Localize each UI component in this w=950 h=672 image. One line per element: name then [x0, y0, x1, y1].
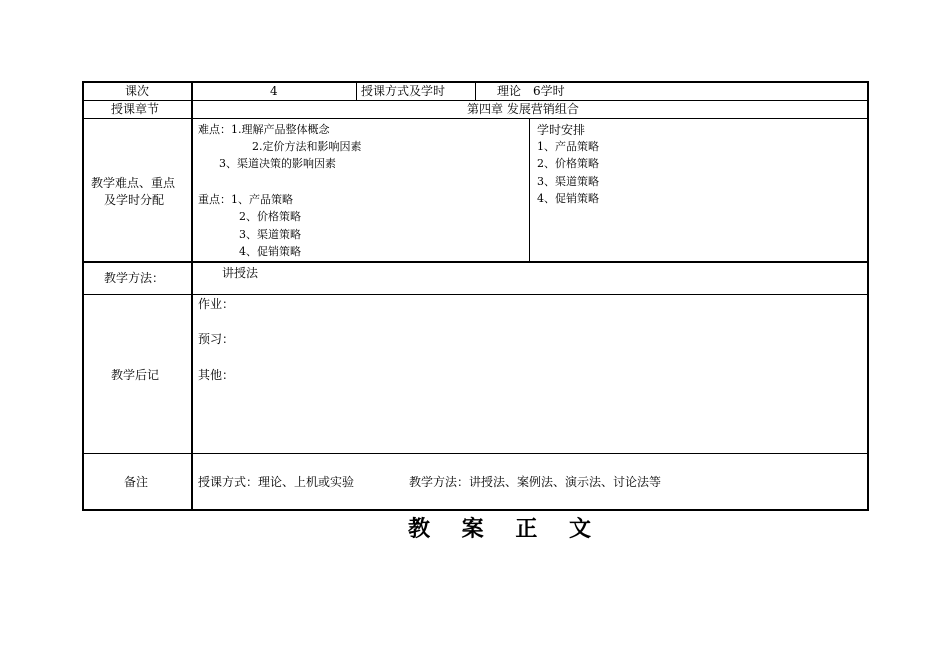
- key-point-line: 4、促销策略: [239, 245, 301, 258]
- preview-label: 预习：: [198, 332, 235, 346]
- table-left-border: [82, 81, 84, 510]
- document-title: 教 案 正 文: [408, 516, 603, 542]
- header-divider: [356, 81, 357, 100]
- table-bottom-border: [82, 509, 869, 511]
- header-divider: [475, 81, 476, 100]
- hours-title: 学时安排: [537, 123, 586, 137]
- difficult-point-line: 难点：1.理解产品整体概念: [198, 123, 330, 136]
- lesson-value: 4: [270, 84, 278, 98]
- table-right-border: [867, 81, 869, 510]
- hours-item: 1、产品策略: [537, 140, 599, 153]
- lesson-label: 课次: [125, 84, 150, 98]
- difficulty-label-line2: 及学时分配: [104, 193, 165, 207]
- key-point-line: 3、渠道策略: [239, 228, 301, 241]
- difficult-point-line: 3、渠道决策的影响因素: [219, 157, 336, 170]
- hours-item: 2、价格策略: [537, 157, 599, 170]
- remarks-label: 备注: [124, 475, 149, 489]
- hours-column-divider: [529, 118, 530, 261]
- remarks-teaching-mode: 授课方式：理论、上机或实验: [198, 475, 355, 489]
- key-point-line: 重点：1、产品策略: [198, 193, 293, 206]
- hours-item: 4、促销策略: [537, 192, 599, 205]
- difficulty-label-line1: 教学难点、重点: [91, 176, 176, 190]
- row-divider: [82, 118, 869, 119]
- hours-item: 3、渠道策略: [537, 175, 599, 188]
- homework-label: 作业：: [198, 297, 235, 311]
- teaching-method-value: 讲授法: [222, 266, 259, 280]
- teaching-method-label: 教学方法：: [104, 271, 165, 285]
- method-hours-value: 理论 6学时: [497, 84, 565, 98]
- postscript-label: 教学后记: [111, 368, 160, 382]
- chapter-label: 授课章节: [111, 102, 160, 116]
- row-divider: [82, 294, 869, 295]
- difficult-point-line: 2.定价方法和影响因素: [252, 140, 362, 153]
- remarks-teaching-method: 教学方法：讲授法、案例法、演示法、讨论法等: [409, 475, 662, 489]
- label-column-divider: [191, 81, 193, 510]
- row-divider: [82, 261, 869, 263]
- other-label: 其他：: [198, 368, 235, 382]
- row-divider: [82, 100, 869, 101]
- chapter-value: 第四章 发展营销组合: [467, 102, 579, 116]
- key-point-line: 2、价格策略: [239, 210, 301, 223]
- row-divider: [82, 453, 869, 454]
- method-hours-label: 授课方式及学时: [361, 84, 446, 98]
